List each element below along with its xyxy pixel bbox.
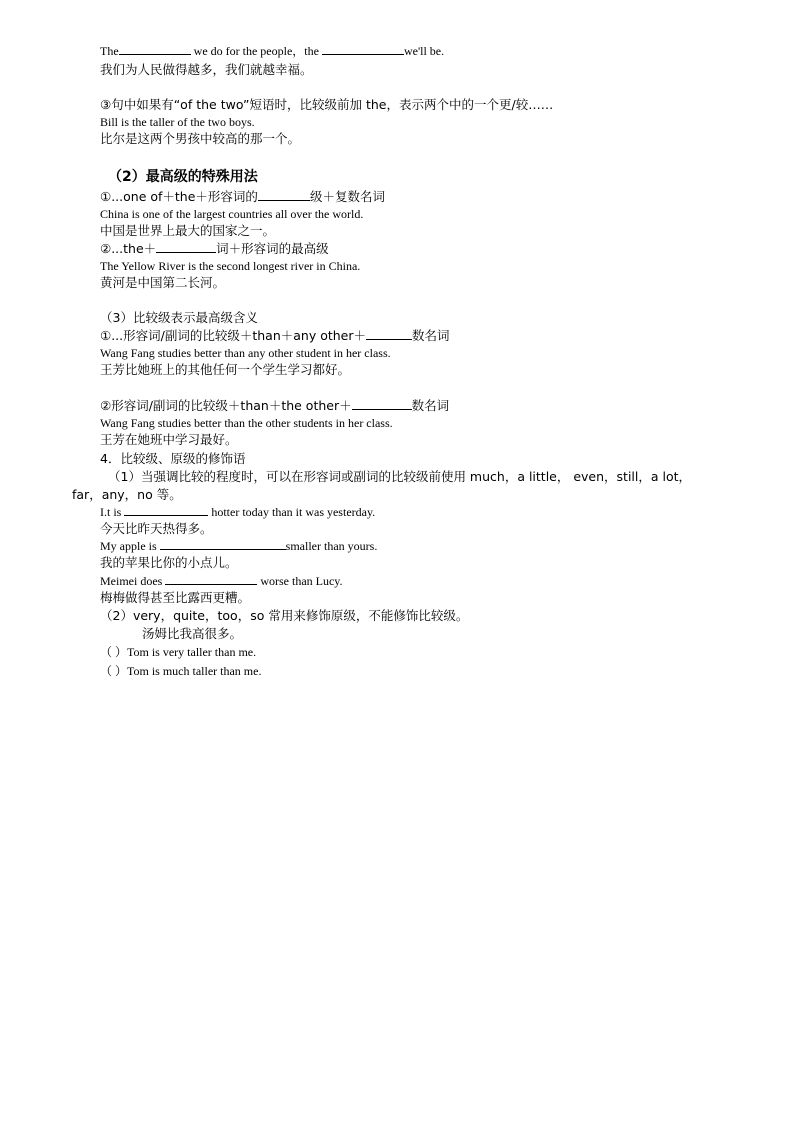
choice-option[interactable]: （ ）Tom is much taller than me. <box>100 664 262 678</box>
answer-blank[interactable] <box>119 43 191 55</box>
translation: 中国是世界上最大的国家之一。 <box>100 223 276 238</box>
answer-blank[interactable] <box>156 241 216 253</box>
text: 数名词 <box>412 328 450 343</box>
rule-line <box>100 189 385 205</box>
answer-blank[interactable] <box>160 538 286 550</box>
text: My apple is <box>100 539 160 553</box>
text: The <box>100 44 119 58</box>
translation: 王芳比她班上的其他任何一个学生学习都好。 <box>100 362 351 377</box>
example-sentence: Bill is the taller of the two boys. <box>100 115 255 129</box>
text: ①...one of＋the＋形容词的 <box>100 189 258 204</box>
answer-blank[interactable] <box>352 398 412 410</box>
translation: 比尔是这两个男孩中较高的那一个。 <box>100 131 301 146</box>
fill-in-sentence <box>100 573 343 589</box>
text: I.t is <box>100 505 125 519</box>
translation: 汤姆比我高很多。 <box>142 626 243 641</box>
text: ②...the＋ <box>100 241 157 256</box>
rule-line <box>100 398 449 414</box>
translation: 今天比昨天热得多。 <box>100 521 213 536</box>
rule-note: （2）very，quite，too，so 常用来修饰原级，不能修饰比较级。 <box>100 608 469 623</box>
text: ②形容词/副词的比较级＋than＋the other＋ <box>100 398 352 413</box>
section-heading: （3）比较级表示最高级含义 <box>100 310 258 325</box>
text: smaller than yours. <box>285 539 378 553</box>
translation: 梅梅做得甚至比露西更糟。 <box>100 590 251 605</box>
rule-note: （1）当强调比较的程度时，可以在形容词或副词的比较级前使用 much，a little， even，still，a lot， <box>108 469 692 484</box>
answer-blank[interactable] <box>165 573 257 585</box>
rule-line <box>100 241 329 257</box>
text: Meimei does <box>100 574 166 588</box>
fill-in-sentence <box>100 538 377 554</box>
example-sentence: The Yellow River is the second longest river in China. <box>100 259 361 273</box>
text: hotter today than it was yesterday. <box>208 505 376 519</box>
translation: 黄河是中国第二长河。 <box>100 275 226 290</box>
section-heading: （2）最高级的特殊用法 <box>108 169 258 185</box>
answer-blank[interactable] <box>124 504 208 516</box>
text: ①...形容词/副词的比较级＋than＋any other＋ <box>100 328 366 343</box>
section-heading: 4．比较级、原级的修饰语 <box>100 451 246 466</box>
example-sentence: Wang Fang studies better than the other students in her class. <box>100 416 393 430</box>
answer-blank[interactable] <box>322 43 404 55</box>
text: we do for the people，the <box>190 44 322 58</box>
text: 数名词 <box>411 398 450 413</box>
text: worse than Lucy. <box>257 574 343 588</box>
rule-note: ③句中如果有“of the two”短语时，比较级前加 the，表示两个中的一个更/较…… <box>100 97 554 112</box>
rule-note-continued: far，any，no 等。 <box>72 487 182 502</box>
fill-in-sentence <box>100 504 375 520</box>
rule-line <box>100 328 450 344</box>
translation: 我们为人民做得越多，我们就越幸福。 <box>100 62 313 77</box>
translation: 我的苹果比你的小点儿。 <box>100 555 238 570</box>
translation: 王芳在她班中学习最好。 <box>100 432 238 447</box>
sentence-the-more <box>100 43 444 59</box>
text: 级＋复数名词 <box>309 189 385 204</box>
text: we'll be. <box>403 44 445 58</box>
text: 词＋形容词的最高级 <box>216 241 329 256</box>
example-sentence: Wang Fang studies better than any other student in her class. <box>100 346 391 360</box>
answer-blank[interactable] <box>366 328 412 340</box>
choice-option[interactable]: （ ）Tom is very taller than me. <box>100 645 257 659</box>
answer-blank[interactable] <box>258 189 310 201</box>
example-sentence: China is one of the largest countries all over the world. <box>100 207 364 221</box>
